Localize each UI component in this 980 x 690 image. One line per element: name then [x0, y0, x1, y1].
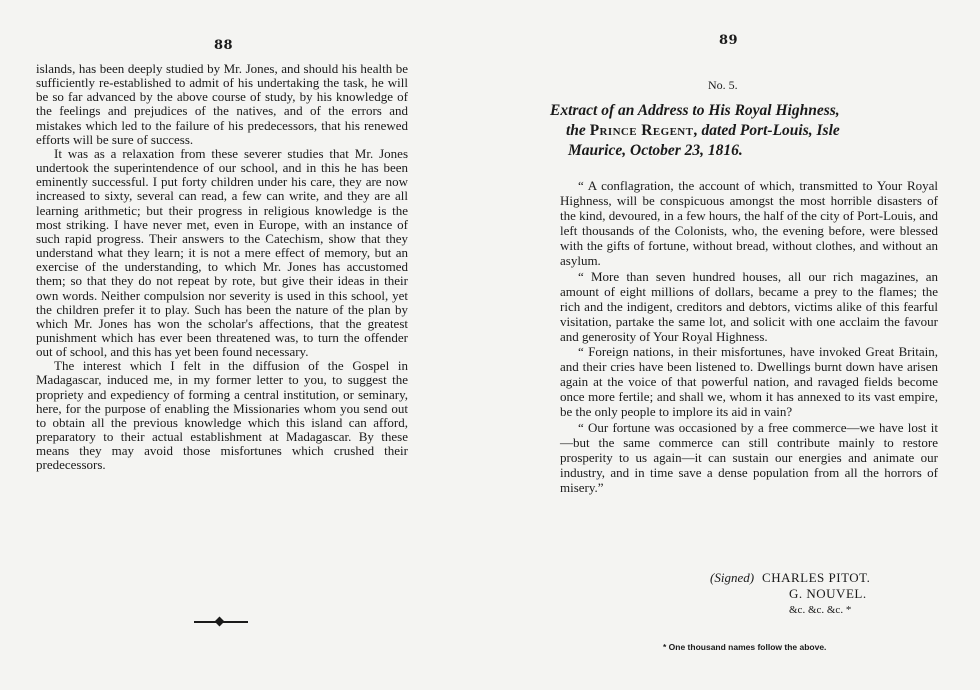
left-paragraph-2: It was as a relaxation from these severer studies that Mr. Jones undertook the superintendence of our school, and in this he has been eminently successful. I put forty children under his care, they are now increased to sixty, several can read, a few can write, and they are all learning arithmetic; but their progress in religious knowledge is the most striking. I have never met, even in Europe, with an instance of such rapid progress. Their answers to the Catechism, show that they understand what they learn; it is not a mere effect of memory, but an exercise of the understanding, to which Mr. Jones has accustomed them; so that they do not repeat by rote, but give their ideas in their own words. Neither compulsion nor severity is used in this school, yet the children prefer it to play. Such has been the nature of the plan by which Mr. Jones has won the scholar's affections, that the greatest punishment which has ever been threatened was, to turn the offender out of school, and this has yet been found necessary. [36, 145, 408, 360]
page-number-right: 89 [719, 33, 739, 48]
right-paragraph-2: “ More than seven hundred houses, all our rich magazines, an amount of eight millions of dollars, became a prey to the flames; the rich and the indigent, creditors and debtors, victims alike of this fearful visitation, partake the same lot, and solicit with one acclaim the favour and generosity of Your Royal Highness. [560, 268, 938, 344]
heading-line-1: Extract of an Address to His Royal Highness, [550, 102, 840, 119]
signature-block [710, 570, 960, 618]
signatory-name-2: G. NOUVEL. [789, 586, 867, 601]
signatory-etc: &c. &c. &c. * [789, 604, 852, 616]
left-page [0, 0, 470, 690]
left-page-body [36, 62, 408, 473]
footnote: * One thousand names follow the above. [663, 642, 827, 652]
right-paragraph-1: “ A conflagration, the account of which, transmitted to Your Royal Highness, will be conspicuous amongst the most horrible disasters of the kind, devoured, in a few hours, the half of the city of Port-Louis, and left thousands of the Colonists, who, the evening before, were blessed with the gifts of fortune, without bread, without clothes, and without an asylum. [560, 178, 938, 269]
prince-regent-title: Prince Regent, [589, 122, 698, 139]
page-number-left: 88 [214, 38, 234, 53]
heading-line-2: the Prince Regent, dated Port-Louis, Isle [566, 122, 840, 139]
signatory-name-1: CHARLES PITOT. [762, 570, 871, 585]
right-paragraph-3: “ Foreign nations, in their misfortunes, have invoked Great Britain, and their cries have been listened to. Dwellings burnt down have arisen again at the voice of that powerful nation, and ravaged fields become once more fertile; and shall we, whom it has annexed to its vast empire, be the only people to implore its aid in vain? [560, 344, 938, 420]
left-paragraph-3: The interest which I felt in the diffusion of the Gospel in Madagascar, induced me, in my former letter to you, to suggest the propriety and expediency of forming a central institution, or seminary, here, for the purpose of enabling the Missionaries whom you send out to obtain all the previous knowledge which this island can afford, preparatory to their actual establishment at Madagascar. By these means they may avoid those misfortunes which crushed their predecessors. [36, 358, 408, 473]
left-paragraph-1: islands, has been deeply studied by Mr. Jones, and should his health be sufficiently re-established to admit of his undertaking the task, he will be so far advanced by the above course of study, by his knowledge of the feelings and prejudices of the natives, and of the errors and mistakes which led to the failure of his predecessors, that his renewed efforts will be sure of success. [36, 61, 408, 147]
right-paragraph-4: “ Our fortune was occasioned by a free commerce—we have lost it—but the same commerce can still contribute mainly to restore prosperity to us again—it can sustain our energies and animate our industry, and in time save a dense population from all the horrors of misery.” [560, 419, 938, 495]
heading-line-3: Maurice, October 23, 1816. [568, 142, 743, 159]
document-number: No. 5. [708, 78, 738, 92]
signed-label: (Signed) [710, 570, 755, 585]
right-page [490, 0, 980, 690]
address-heading [550, 101, 960, 161]
section-divider-ornament [194, 620, 248, 624]
right-page-body [560, 178, 938, 495]
